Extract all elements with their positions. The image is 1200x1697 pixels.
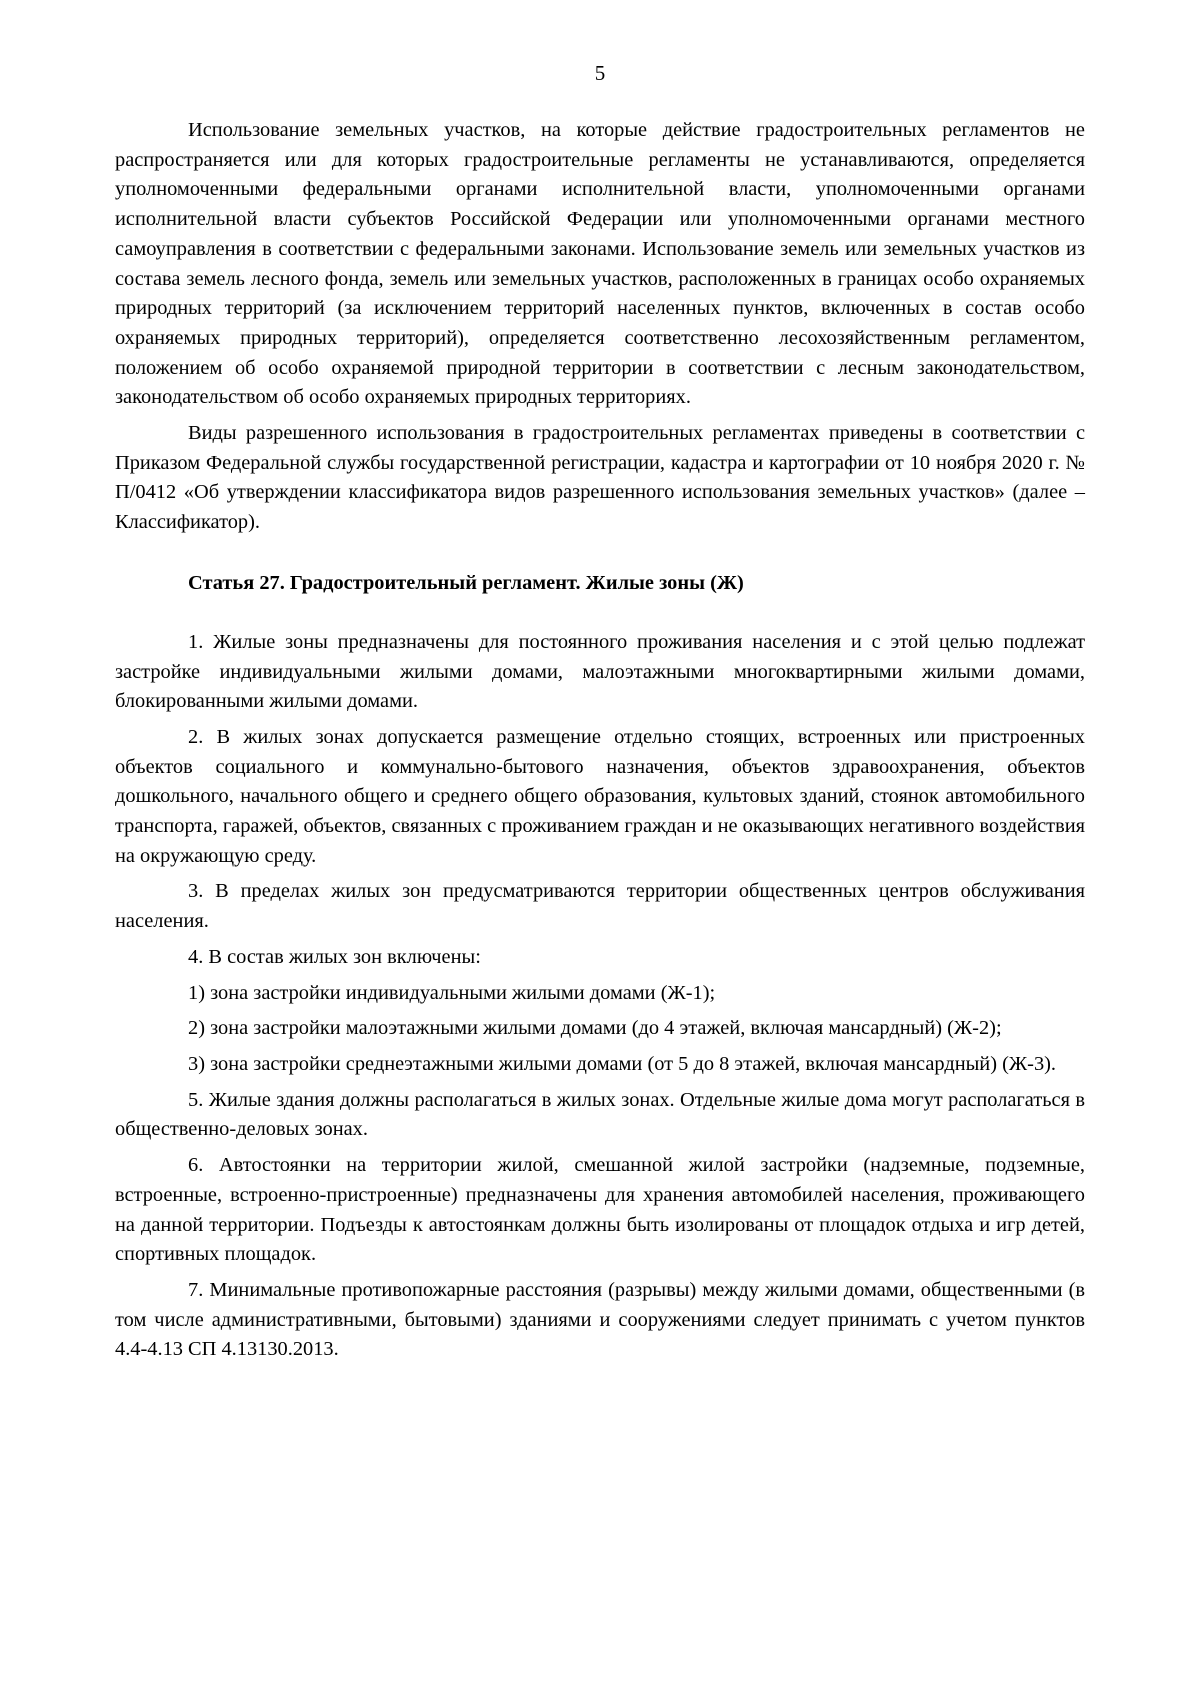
article-heading: Статья 27. Градостроительный регламент. Жилые зоны (Ж) bbox=[188, 571, 744, 594]
article-list-item-1: 1) зона застройки индивидуальными жилыми домами (Ж-1); bbox=[188, 981, 716, 1004]
document-body bbox=[115, 116, 1085, 1365]
article-paragraph-5: 5. Жилые здания должны располагаться в жилых зонах. Отдельные жилые дома могут располагаться в общественно-деловых зонах. bbox=[115, 1088, 1085, 1141]
heading-spacer bbox=[115, 598, 1085, 628]
page-number: 5 bbox=[594, 61, 606, 85]
paragraph-permitted-use: Виды разрешенного использования в градостроительных регламентах приведены в соответствии с Приказом Федеральной службы государственной регистрации, кадастра и картографии от 10 ноября 2020 г. № П/0412 «Об утверждении классификатора видов разрешенного использования земельных участков» (далее – Классификатор). bbox=[115, 422, 1085, 534]
article-paragraph-7: 7. Минимальные противопожарные расстояния (разрывы) между жилыми домами, общественными (в том числе административными, бытовыми) зданиями и сооружениями следует принимать с учетом пунктов 4.4-4.13 СП 4.13130.2013. bbox=[115, 1278, 1085, 1361]
article-paragraph-4: 4. В состав жилых зон включены: bbox=[188, 945, 481, 968]
article-paragraph-1: 1. Жилые зоны предназначены для постоянного проживания населения и с этой целью подлежат застройке индивидуальными жилыми домами, малоэтажными многоквартирными жилыми домами, блокированными жилыми домами. bbox=[115, 630, 1085, 713]
article-list-item-3: 3) зона застройки среднеэтажными жилыми домами (от 5 до 8 этажей, включая мансардный) (Ж-3). bbox=[188, 1052, 1057, 1075]
heading-spacer bbox=[115, 538, 1085, 568]
article-paragraph-2: 2. В жилых зонах допускается размещение отдельно стоящих, встроенных или пристроенных объектов социального и коммунально-бытового назначения, объектов здравоохранения, объектов дошкольного, начального общего и среднего общего образования, культовых зданий, стоянок автомобильного транспорта, гаражей, объектов, связанных с проживанием граждан и не оказывающих негативного воздействия на окружающую среду. bbox=[115, 725, 1085, 867]
article-list-item-2: 2) зона застройки малоэтажными жилыми домами (до 4 этажей, включая мансардный) (Ж-2); bbox=[188, 1017, 1002, 1040]
paragraph-land-use: Использование земельных участков, на которые действие градостроительных регламентов не распространяется или для которых градостроительные регламенты не устанавливаются, определяется уполномоченными федеральными органами исполнительной власти, уполномоченными органами исполнительной власти субъектов Российской Федерации или уполномоченными органами местного самоуправления в соответствии с федеральными законами. Использование земель или земельных участков из состава земель лесного фонда, земель или земельных участков, расположенных в границах особо охраняемых природных территорий (за исключением территорий населенных пунктов, включенных в состав особо охраняемых природных территорий), определяется соответственно лесохозяйственным регламентом, положением об особо охраняемой природной территории в соответствии с лесным законодательством, законодательством об особо охраняемых природных территориях. bbox=[115, 119, 1085, 409]
article-paragraph-6: 6. Автостоянки на территории жилой, смешанной жилой застройки (надземные, подземные, встроенные, встроенно-пристроенные) предназначены для хранения автомобилей населения, проживающего на данной территории. Подъезды к автостоянкам должны быть изолированы от площадок отдыха и игр детей, спортивных площадок. bbox=[115, 1154, 1085, 1266]
article-paragraph-3: 3. В пределах жилых зон предусматриваются территории общественных центров обслуживания населения. bbox=[115, 880, 1085, 933]
